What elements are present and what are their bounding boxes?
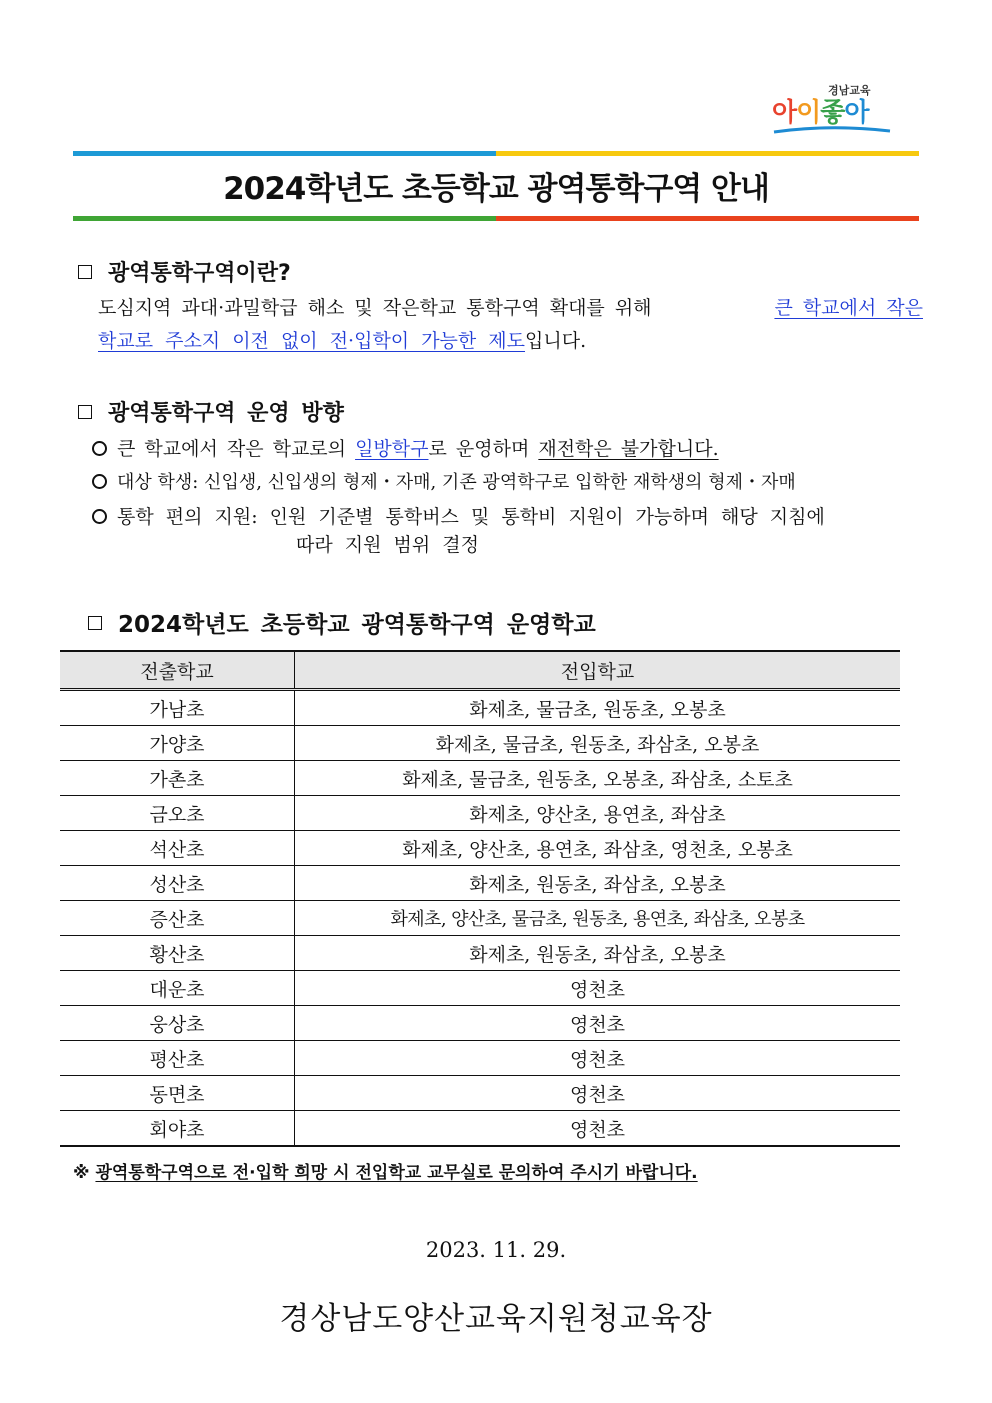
logo-char: 아 <box>772 98 797 128</box>
bullet-text: 따라 지원 범위 결정 <box>296 534 479 556</box>
from-school-cell: 성산초 <box>60 866 295 901</box>
to-school-cell: 화제초, 원동초, 좌삼초, 오봉초 <box>295 936 901 971</box>
checkbox-square-icon <box>78 405 92 419</box>
definition-text: 입니다. <box>525 330 587 352</box>
definition-highlight: 큰 학교에서 작은 <box>774 297 923 319</box>
checkbox-square-icon <box>78 265 92 279</box>
to-school-cell: 영천초 <box>295 1111 901 1147</box>
table-row <box>60 901 900 936</box>
from-school-cell: 증산초 <box>60 901 295 936</box>
operation-bullet-1 <box>92 434 719 461</box>
bullet-circle-icon <box>92 441 107 456</box>
page-title: 2024학년도 초등학교 광역통학구역 안내 <box>223 171 769 207</box>
logo-aijoa <box>770 80 900 140</box>
header-from-school: 전출학교 <box>60 651 295 690</box>
bullet-circle-icon <box>92 509 107 524</box>
bullet-text <box>117 434 719 461</box>
logo-caption: 경남교육 <box>828 84 871 97</box>
table-row <box>60 690 900 726</box>
from-school-cell: 석산초 <box>60 831 295 866</box>
logo-char: 이 <box>796 98 821 128</box>
from-school-cell: 가촌초 <box>60 761 295 796</box>
from-school-cell: 회야초 <box>60 1111 295 1147</box>
title-bar-top-yellow <box>496 151 919 156</box>
to-school-cell: 화제초, 물금초, 원동초, 오봉초 <box>295 690 901 726</box>
definition-line-2 <box>98 325 923 358</box>
bullet-text: 통학 편의 지원: 인원 기준별 통학버스 및 통학비 지원이 가능하며 해당 지침에 <box>117 506 825 528</box>
to-school-cell: 화제초, 원동초, 좌삼초, 오봉초 <box>295 866 901 901</box>
logo-char: 아 <box>844 98 869 128</box>
bullet-highlight: 일방학구 <box>355 438 429 460</box>
table-row <box>60 761 900 796</box>
operation-bullet-2 <box>92 468 796 494</box>
bullet-text: 대상 학생: 신입생, 신입생의 형제・자매, 기존 광역학구로 입학한 재학생의 형제・자매 <box>117 472 796 493</box>
to-school-cell: 영천초 <box>295 1006 901 1041</box>
checkbox-square-icon <box>88 616 102 630</box>
definition-line-1 <box>98 292 923 325</box>
note-mark: ※ <box>73 1163 90 1183</box>
table-row <box>60 866 900 901</box>
logo-char: 좋 <box>820 98 845 128</box>
to-school-cell: 화제초, 물금초, 원동초, 좌삼초, 오봉초 <box>295 726 901 761</box>
from-school-cell: 황산초 <box>60 936 295 971</box>
schools-table <box>60 650 900 1147</box>
table-row <box>60 1076 900 1111</box>
title-bar-bottom-red <box>496 216 919 221</box>
logo-swoosh-icon <box>770 126 896 136</box>
section-heading-text: 광역통학구역이란? <box>108 261 291 286</box>
title-bar-top-blue <box>73 151 496 156</box>
from-school-cell: 대운초 <box>60 971 295 1006</box>
bullet-underline: 재전학은 불가합니다. <box>538 438 719 460</box>
to-school-cell: 영천초 <box>295 971 901 1006</box>
logo-wordmark <box>772 92 869 129</box>
to-school-cell: 영천초 <box>295 1076 901 1111</box>
from-school-cell: 평산초 <box>60 1041 295 1076</box>
bullet-circle-icon <box>92 474 107 489</box>
table-row <box>60 1041 900 1076</box>
title-bar-bottom-green <box>73 216 496 221</box>
to-school-cell: 화제초, 양산초, 용연초, 좌삼초, 영천초, 오봉초 <box>295 831 901 866</box>
note-text: 광역통학구역으로 전·입학 희망 시 전입학교 교무실로 문의하여 주시기 바랍니다. <box>95 1163 698 1183</box>
section-heading-operation <box>78 396 344 427</box>
to-school-cell: 화제초, 양산초, 용연초, 좌삼초 <box>295 796 901 831</box>
issuer-name: 경상남도양산교육지원청교육장 <box>279 1301 713 1337</box>
section-heading-definition <box>78 256 291 287</box>
definition-highlight: 학교로 주소지 이전 없이 전·입학이 가능한 제도 <box>98 330 526 352</box>
inquiry-note <box>73 1158 698 1183</box>
section-heading-text: 광역통학구역 운영 방향 <box>108 401 344 426</box>
bullet-text-part: 큰 학교에서 작은 학교로의 <box>117 438 356 460</box>
definition-paragraph <box>98 292 923 358</box>
to-school-cell: 화제초, 물금초, 원동초, 오봉초, 좌삼초, 소토초 <box>295 761 901 796</box>
section-heading-text: 2024학년도 초등학교 광역통학구역 운영학교 <box>118 612 596 638</box>
table-row <box>60 1111 900 1147</box>
table-row <box>60 1006 900 1041</box>
table-row <box>60 796 900 831</box>
bullet-text-part: 로 운영하며 <box>428 438 539 460</box>
from-school-cell: 동면초 <box>60 1076 295 1111</box>
from-school-cell: 가남초 <box>60 690 295 726</box>
section-heading-schools <box>88 606 596 639</box>
from-school-cell: 웅상초 <box>60 1006 295 1041</box>
table-row <box>60 936 900 971</box>
from-school-cell: 금오초 <box>60 796 295 831</box>
table-header-row <box>60 651 900 690</box>
from-school-cell: 가양초 <box>60 726 295 761</box>
issue-date: 2023. 11. 29. <box>425 1238 567 1262</box>
to-school-cell: 화제초, 양산초, 물금초, 원동초, 용연초, 좌삼초, 오봉초 <box>295 901 901 936</box>
table-row <box>60 971 900 1006</box>
header-to-school: 전입학교 <box>295 651 901 690</box>
table-row <box>60 726 900 761</box>
operation-bullet-3 <box>92 502 825 529</box>
to-school-cell: 영천초 <box>295 1041 901 1076</box>
operation-bullet-3-continued <box>296 529 479 562</box>
definition-text: 도심지역 과대·과밀학급 해소 및 작은학교 통학구역 확대를 위해 <box>98 297 662 319</box>
table-row <box>60 831 900 866</box>
